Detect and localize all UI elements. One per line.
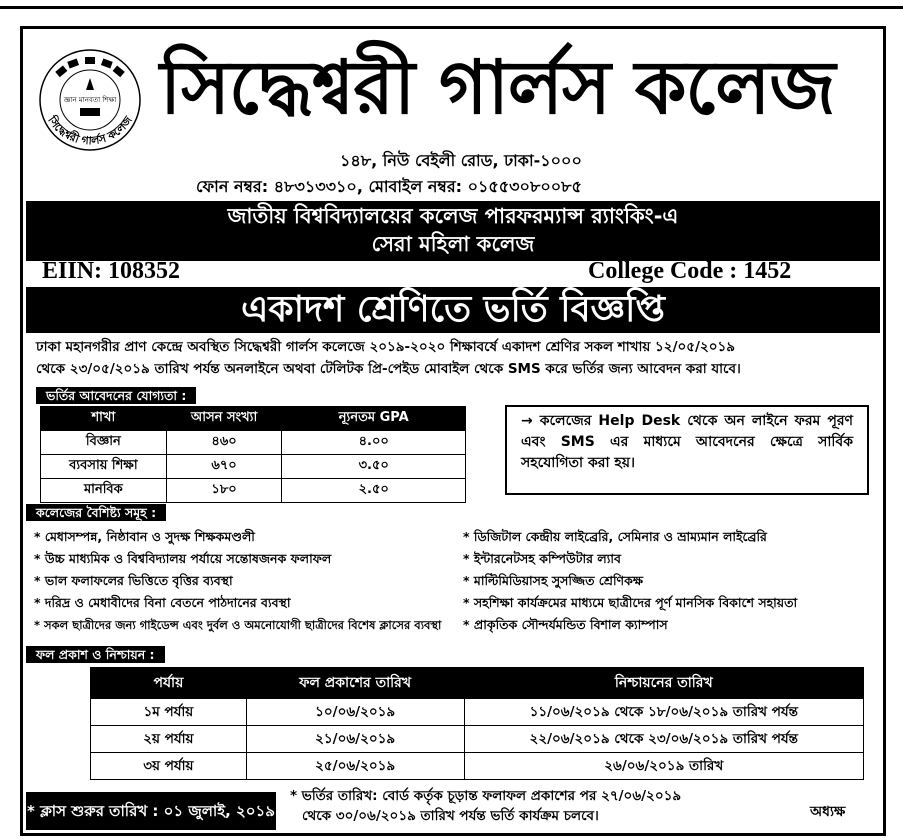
- table-row: [91, 726, 864, 753]
- cell: ব্যবসায় শিক্ষা: [41, 455, 167, 479]
- intro-line1: ঢাকা মহানগরীর প্রাণ কেন্দ্রে অবস্থিত সিদ্ধেশ্বরী গার্লস কলেজে ২০১৯-২০২০ শিক্ষাবর্ষে একাদশ শ্রেণির সকল শাখায় ১২/০৫/২০১৯: [36, 339, 736, 355]
- intro-line2: থেকে ২৩/০৫/২০১৯ তারিখ পর্যন্ত অনলাইনে অথবা টেলিটক প্রি-পেইড মোবাইল থেকে SMS করে ভর্তির জন্য আবেদন করা যাবে।: [36, 361, 741, 377]
- cell: ১ম পর্যায়: [91, 699, 247, 726]
- top-border-bar: [0, 0, 903, 9]
- list-item: * সহশিক্ষা কার্যক্রমের মাধ্যমে ছাত্রীদের পূর্ণ মানসিক বিকাশে সহায়তা: [463, 595, 798, 610]
- table-row: [41, 431, 466, 455]
- table-row: [41, 479, 466, 503]
- table-row: [41, 455, 466, 479]
- help-desk-box: [505, 405, 869, 495]
- admission-notice-title: একাদশ শ্রেণিতে ভর্তি বিজ্ঞপ্তি: [26, 287, 880, 333]
- results-label: ফল প্রকাশ ও নিশ্চায়ন :: [26, 646, 165, 663]
- cell: ৩.৫০: [282, 455, 466, 479]
- cell: ৪.০০: [282, 431, 466, 455]
- cell: ৩য় পর্যায়: [91, 753, 247, 780]
- list-item: * ডিজিটাল কেন্দ্রীয় লাইব্রেরি, সেমিনার ও ভ্রাম্যমান লাইব্রেরি: [463, 529, 767, 544]
- cell: ২১/০৬/২০১৯: [246, 726, 464, 753]
- eligibility-table: [40, 406, 466, 503]
- cell: মানবিক: [41, 479, 167, 503]
- list-item: * উচ্চ মাধ্যমিক ও বিশ্ববিদ্যালয় পর্যায়ে সন্তোষজনক ফলাফল: [34, 551, 332, 566]
- class-start-date: * ক্লাস শুরুর তারিখ : ০১ জুলাই, ২০১৯: [26, 792, 276, 830]
- results-table: [90, 667, 864, 780]
- cell: ১৮০: [166, 479, 282, 503]
- cell: ২.৫০: [282, 479, 466, 503]
- features-left-list: [34, 526, 441, 636]
- logo-ring-text: সিদ্ধেশ্বরী গার্লস কলেজ: [45, 113, 135, 148]
- cell: ২য় পর্যায়: [91, 726, 247, 753]
- features-label: কলেজের বৈশিষ্ট্য সমূহ :: [26, 504, 166, 521]
- col-header-result-date: ফল প্রকাশের তারিখ: [246, 668, 464, 699]
- features-right-list: [463, 526, 797, 636]
- admission-note-line1: * ভর্তির তারিখ: বোর্ড কর্তৃক চূড়ান্ত ফলাফল প্রকাশের পর ২৭/০৬/২০১৯: [290, 788, 682, 804]
- college-address: ১৪৮, নিউ বেইলী রোড, ঢাকা-১০০০: [340, 151, 582, 170]
- ranking-banner-line2: সেরা মহিলা কলেজ: [371, 232, 535, 256]
- col-header-phase: পর্যায়: [91, 668, 247, 699]
- list-item: * সকল ছাত্রীদের জন্য গাইডেন্স এবং দুর্বল ও অমনোযোগী ছাত্রীদের বিশেষ ক্লাসের ব্যবস্থা: [34, 618, 442, 632]
- cell: ৪৬০: [166, 431, 282, 455]
- eiin-number: EIIN: 108352: [42, 258, 181, 284]
- list-item: * মেধাসম্পন্ন, নিষ্ঠাবান ও সুদক্ষ শিক্ষকমণ্ডলী: [34, 529, 255, 544]
- cell: ৬৭০: [166, 455, 282, 479]
- cell: ১১/০৬/২০১৯ থেকে ১৮/০৬/২০১৯ তারিখ পর্যন্ত: [464, 699, 863, 726]
- admission-date-note: [290, 786, 681, 826]
- table-header-row: [91, 668, 864, 699]
- list-item: * মাল্টিমিডিয়াসহ সুসজ্জিত শ্রেণিকক্ষ: [463, 573, 643, 588]
- intro-paragraph: [36, 336, 872, 380]
- logo-inner-text: জ্ঞান মানবতা শিক্ষা: [63, 96, 117, 104]
- table-header-row: [41, 407, 466, 431]
- eligibility-label: ভর্তির আবেদনের যোগ্যতা :: [36, 387, 196, 404]
- col-header-confirm-date: নিশ্চায়নের তারিখ: [464, 668, 863, 699]
- cell: বিজ্ঞান: [41, 431, 167, 455]
- admission-note-line2: থেকে ৩০/০৬/২০১৯ তারিখ পর্যন্ত ভর্তি কার্যক্রম চলবে।: [302, 808, 599, 824]
- college-logo: [30, 40, 150, 160]
- table-row: [91, 699, 864, 726]
- college-phone: ফোন নম্বর: ৪৮৩১৩৩১০, মোবাইল নম্বর: ০১৫৫৩০৮০০৮৫: [196, 177, 582, 196]
- cell: ১০/০৬/২০১৯: [246, 699, 464, 726]
- college-code: College Code : 1452: [588, 258, 792, 284]
- table-row: [91, 753, 864, 780]
- list-item: * প্রাকৃতিক সৌন্দর্যমন্ডিত বিশাল ক্যাম্পাস: [463, 617, 668, 632]
- principal-signature: অধ্যক্ষ: [810, 804, 846, 820]
- list-item: * ইন্টারনেটসহ কম্পিউটার ল্যাব: [463, 551, 621, 566]
- ranking-banner: [26, 201, 880, 261]
- list-item: * দরিদ্র ও মেধাবীদের বিনা বেতনে পাঠদানের ব্যবস্থা: [34, 595, 291, 610]
- help-desk-text: কলেজের Help Desk থেকে অন লাইনে ফরম পূরণ এবং SMS এর মাধ্যমে আবেদনের ক্ষেত্রে সার্বিক সহযোগিতা করা হয়।: [521, 413, 853, 471]
- col-header-branch: শাখা: [41, 407, 167, 431]
- list-item: * ভাল ফলাফলের ভিত্তিতে বৃত্তির ব্যবস্থা: [34, 573, 233, 588]
- cell: ২৫/০৬/২০১৯: [246, 753, 464, 780]
- arrow-right-icon: →: [521, 413, 533, 429]
- college-name: সিদ্ধেশ্বরী গার্লস কলেজ: [160, 45, 835, 131]
- ranking-banner-line1: জাতীয় বিশ্ববিদ্যালয়ের কলেজ পারফরম্যান্স র‍্যাংকিং-এ: [227, 204, 679, 228]
- col-header-seats: আসন সংখ্যা: [166, 407, 282, 431]
- col-header-gpa: ন্যূনতম GPA: [282, 407, 466, 431]
- cell: ২২/০৬/২০১৯ থেকে ২৩/০৬/২০১৯ তারিখ পর্যন্ত: [464, 726, 863, 753]
- cell: ২৬/০৬/২০১৯ তারিখ: [464, 753, 863, 780]
